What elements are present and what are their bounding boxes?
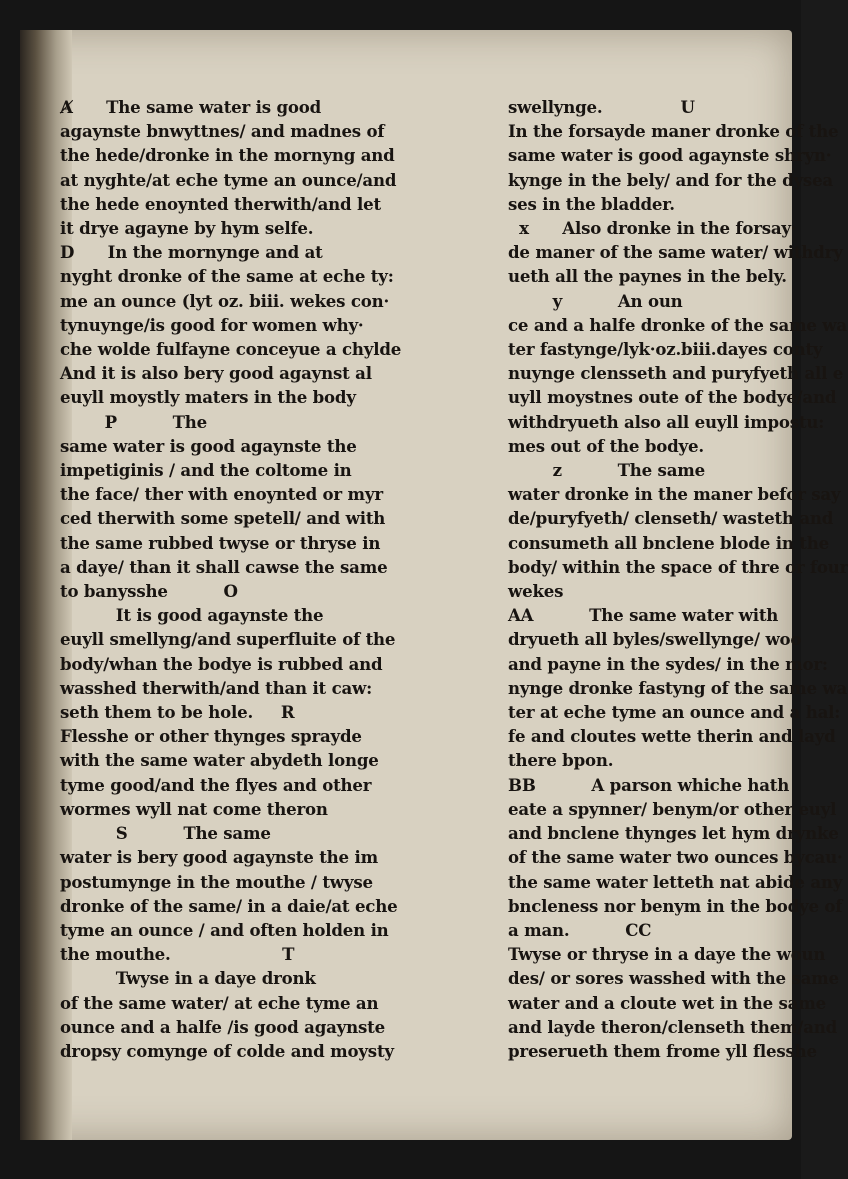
text-line: z The same [508, 460, 705, 481]
text-line: euyll smellyng/and superfluite of the [60, 629, 396, 650]
text-line: S The same [60, 823, 271, 844]
book-page [20, 30, 848, 1140]
text-line: tyme good/and the flyes and other [60, 774, 372, 795]
text-line: Twyse or thryse in a daye the woun [508, 944, 826, 965]
text-line: of the same water two ounces bycau· [508, 847, 843, 868]
text-line: eate a spynner/ benym/or other euyl [508, 798, 837, 819]
text-line: de/puryfyeth/ clenseth/ wasteth and [508, 508, 834, 529]
text-line: the same rubbed twyse or thryse in [60, 532, 381, 553]
text-line: me an ounce (lyt oz. biii. wekes con· [60, 290, 390, 311]
text-line: bncleness nor benym in the bodye of [508, 895, 843, 916]
text-line: with the same water abydeth longe [60, 750, 379, 771]
text-line: euyll moystly maters in the body [60, 387, 356, 408]
text-line: the face/ ther with enoynted or myr [60, 484, 383, 505]
text-line: postumynge in the mouthe / twyse [60, 871, 373, 892]
text-line: preserueth them frome yll flesshe [508, 1040, 817, 1061]
text-line: body/whan the bodye is rubbed and [60, 653, 383, 674]
text-line: ce and a halfe dronke of the same wa [508, 314, 847, 335]
text-line: there bpon. [508, 750, 614, 771]
right-column [508, 95, 848, 1063]
text-line: agaynste bnwyttnes/ and madnes of [60, 121, 385, 142]
text-line: dronke of the same/ in a daie/at eche [60, 895, 398, 916]
text-line: to banysshe O [60, 581, 238, 602]
text-line: impetiginis / and the coltome in [60, 460, 352, 481]
text-line: P The [60, 411, 208, 432]
text-line: ter at eche tyme an ounce and a hal: [508, 702, 841, 723]
text-line: the same water letteth nat abide any [508, 871, 843, 892]
text-line: and payne in the sydes/ in the mor: [508, 653, 828, 674]
text-line: AA The same water with [508, 605, 779, 626]
text-line: same water is good agaynste the [60, 435, 357, 456]
text-line: the hede enoynted therwith/and let [60, 193, 381, 214]
text-line: dryueth all byles/swellynge/ woo [508, 629, 802, 650]
text-line: D In the mornynge and at [60, 242, 323, 263]
text-line: mes out of the bodye. [508, 435, 704, 456]
text-line: at nyghte/at eche tyme an ounce/and [60, 169, 397, 190]
text-line: withdryueth also all euyll impostu: [508, 411, 825, 432]
text-line: the hede/dronke in the mornyng and [60, 145, 395, 166]
text-line: ueth all the paynes in the bely. [508, 266, 787, 287]
text-line: Twyse in a daye dronk [60, 968, 316, 989]
text-line: ced therwith some spetell/ and with [60, 508, 386, 529]
text-line: consumeth all bnclene blode in the [508, 532, 829, 553]
text-line: water is bery good agaynste the im [60, 847, 378, 868]
text-line: tyme an ounce / and often holden in [60, 919, 389, 940]
text-line: In the forsayde maner dronke of the [508, 121, 839, 142]
text-line: ounce and a halfe /is good agaynste [60, 1016, 385, 1037]
text-line: body/ within the space of thre or four [508, 556, 848, 577]
text-line: y An oun [508, 290, 683, 311]
text-line: kynge in the bely/ and for the dysea [508, 169, 833, 190]
text-line: Ⱥ The same water is good [60, 97, 322, 117]
text-line: a man. CC [508, 919, 652, 940]
text-line: seth them to be hole. R [60, 702, 295, 723]
text-line: water dronke in the maner befor say [508, 484, 841, 505]
text-line: wormes wyll nat come theron [60, 798, 328, 819]
text-line: nuynge clensseth and puryfyeth all e [508, 363, 844, 384]
text-line: water and a cloute wet in the same [508, 992, 826, 1013]
text-line: nyght dronke of the same at eche ty: [60, 266, 394, 287]
text-line: dropsy comynge of colde and moysty [60, 1040, 394, 1061]
text-line: swellynge. U [508, 97, 695, 117]
text-line: BB A parson whiche hath [508, 774, 790, 795]
text-line: fe and cloutes wette therin and layd [508, 726, 836, 747]
text-line: des/ or sores wasshed with the same [508, 968, 839, 989]
text-line: Flesshe or other thynges sprayde [60, 726, 362, 747]
left-column [60, 95, 425, 1063]
text-line: And it is also bery good agaynst al [60, 363, 372, 384]
text-line: same water is good agaynste shryn· [508, 145, 832, 166]
text-line: and bnclene thynges let hym drynke [508, 823, 839, 844]
text-line: ses in the bladder. [508, 193, 675, 214]
text-line: of the same water/ at eche tyme an [60, 992, 379, 1013]
text-line: it drye agayne by hym selfe. [60, 218, 314, 239]
text-line: x Also dronke in the forsay· [508, 218, 797, 239]
text-line: tynuynge/is good for women why· [60, 314, 364, 335]
text-line: and layde theron/clenseth them/and [508, 1016, 838, 1037]
text-line: wasshed therwith/and than it caw: [60, 677, 373, 698]
text-line: ter fastynge/lyk·oz.biii.dayes conty [508, 339, 823, 360]
text-line: nynge dronke fastyng of the same wa [508, 677, 848, 698]
text-line: de maner of the same water/ withdry [508, 242, 843, 263]
text-line: wekes [508, 581, 564, 602]
text-line: the mouthe. T [60, 944, 295, 965]
text-line: che wolde fulfayne conceyue a chylde [60, 339, 402, 360]
text-line: a daye/ than it shall cawse the same [60, 556, 388, 577]
text-line: It is good agaynste the [60, 605, 324, 626]
text-line: uyll moystnes oute of the bodye/and [508, 387, 837, 408]
